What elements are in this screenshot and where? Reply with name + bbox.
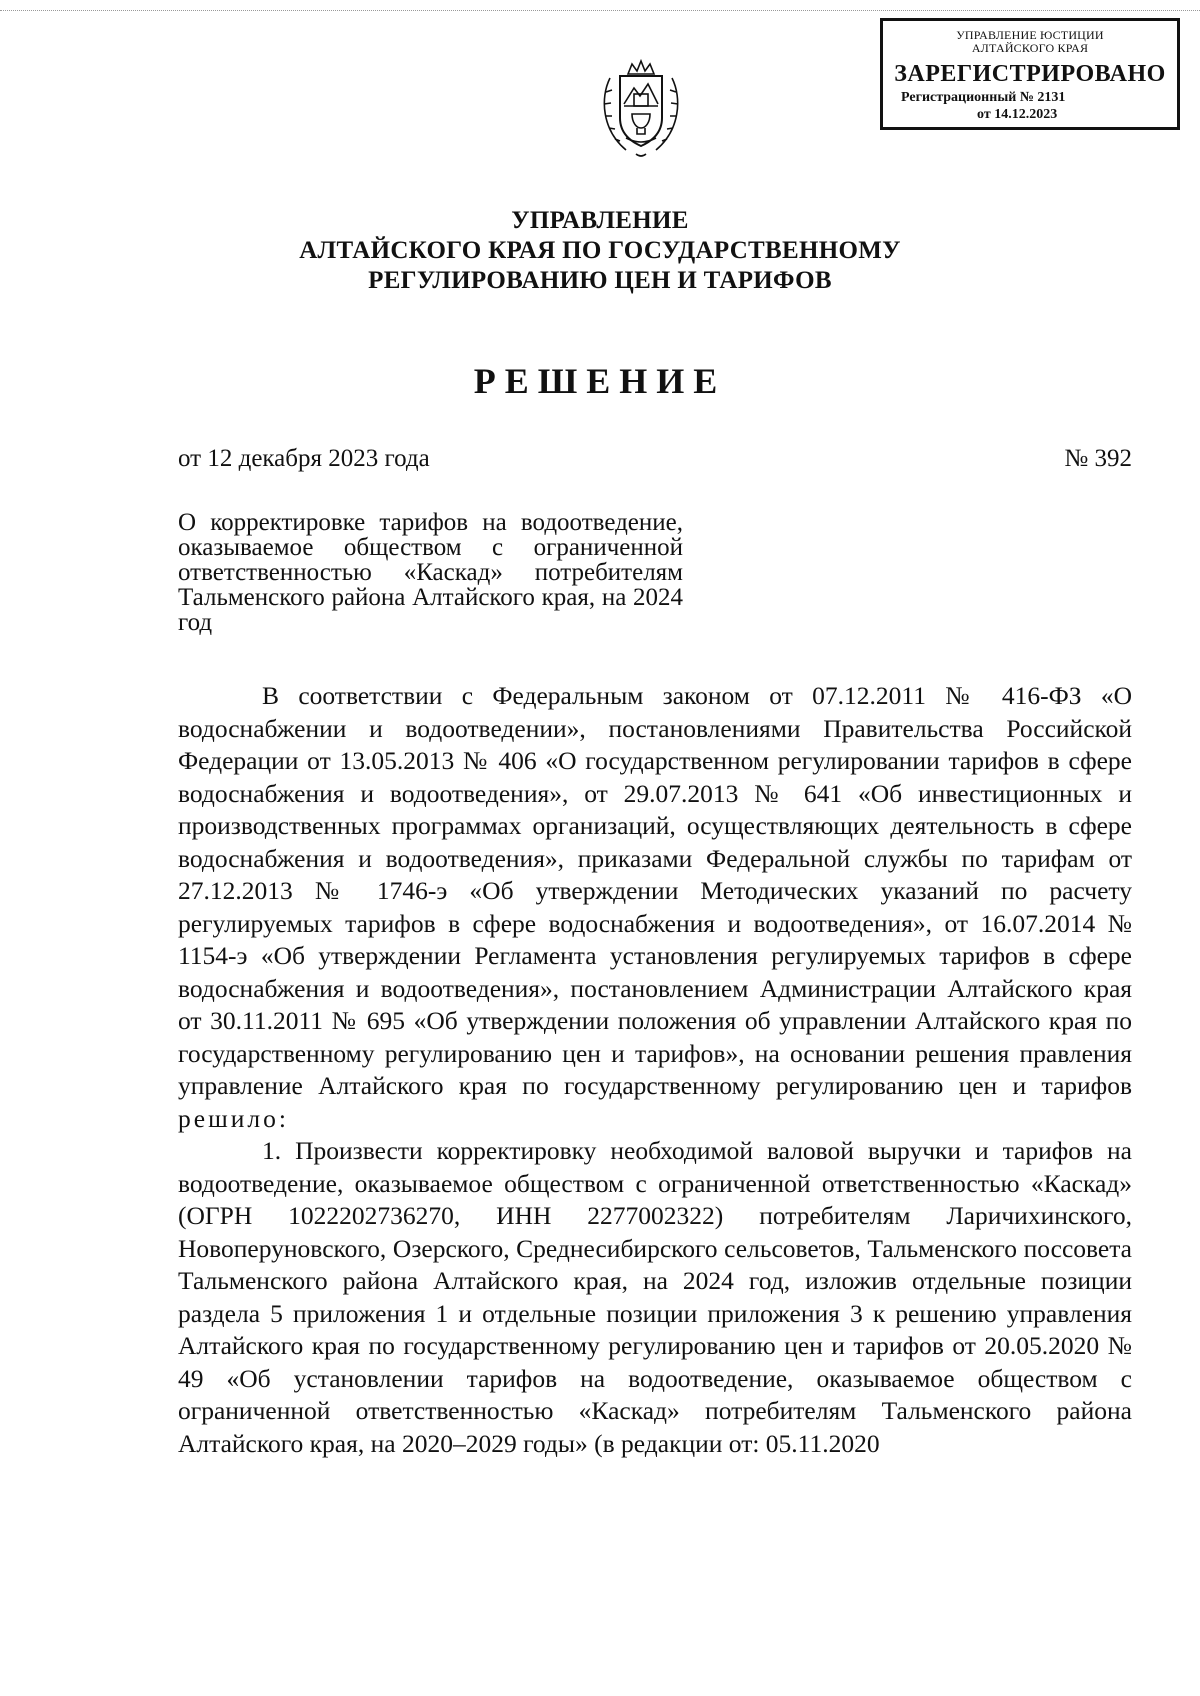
decided-punct: : <box>278 1103 286 1133</box>
altai-coat-of-arms-icon <box>596 58 686 160</box>
document-type-title: РЕШЕНИЕ <box>473 361 727 401</box>
document-number: № 392 <box>1064 445 1132 472</box>
document-body <box>178 680 1132 1460</box>
item-1-paragraph: 1. Произвести корректировку необходимой валовой выручки и тарифов на водоотведение, оказываемое обществом с ограниченной ответственностью «Каскад» (ОГРН 1022202736270, ИНН 2277002322) потребителям Ларичихинского, Новоперуновского, Озерского, Среднесибирского сельсоветов, Тальменского поссовета Тальменского района Алтайского края, на 2024 год, изложив отдельные позиции раздела 5 приложения 1 и отдельные позиции приложения 3 к решению управления Алтайского края по государственному регулированию цен и тарифов от 20.05.2020 № 49 «Об установлении тарифов на водоотведение, оказываемое обществом с ограниченной ответственностью «Каскад» потребителям Тальменского района Алтайского края, на 2020–2029 годы» (в редакции от: 05.11.2020 <box>178 1136 1132 1458</box>
authority-line1: УПРАВЛЕНИЕ <box>511 207 689 234</box>
decided-word: решило <box>178 1103 279 1133</box>
document-subject: О корректировке тарифов на водоотведение, оказываемое обществом с ограниченной ответственностью «Каскад» потребителям Тальменского района Алтайского края, на 2024 год <box>178 509 683 636</box>
stamp-org-line1: УПРАВЛЕНИЕ ЮСТИЦИИ <box>956 28 1104 42</box>
authority-line3: РЕГУЛИРОВАНИЮ ЦЕН И ТАРИФОВ <box>368 267 832 294</box>
preamble-paragraph <box>178 680 1132 1135</box>
preamble-text: В соответствии с Федеральным законом от 07.12.2011 № 416-ФЗ «О водоснабжении и водоотведении», постановлениями Правительства Российской Федерации от 13.05.2013 № 406 «О государственном регулировании тарифов в сфере водоснабжения и водоотведения», от 29.07.2013 № 641 «Об инвестиционных и производственных программах организаций, осуществляющих деятельность в сфере водоснабжения и водоотведения», приказами Федеральной службы по тарифам от 27.12.2013 № 1746-э «Об утверждении Методических указаний по расчету регулируемых тарифов в сфере водоснабжения и водоотведения», от 16.07.2014 № 1154-э «Об утверждении Регламента установления регулируемых тарифов в сфере водоснабжения и водоотведения», постановлением Администрации Алтайского края от 30.11.2011 № 695 «Об утверждении положения об управлении Алтайского края по государственному регулированию цен и тарифов», на основании решения правления управление Алтайского края по государственному регулированию цен и тарифов <box>178 681 1132 1100</box>
stamp-reg-number: Регистрационный № 2131 <box>901 90 1066 105</box>
document-date: от 12 декабря 2023 года <box>178 445 430 472</box>
issuing-authority <box>0 206 1200 296</box>
authority-line2: АЛТАЙСКОГО КРАЯ ПО ГОСУДАРСТВЕННОМУ <box>299 237 901 264</box>
stamp-reg-date: от 14.12.2023 <box>977 107 1058 122</box>
registration-stamp <box>880 18 1180 130</box>
stamp-status: ЗАРЕГИСТРИРОВАНО <box>894 61 1166 87</box>
scan-edge-line <box>0 10 1200 11</box>
stamp-org-line2: АЛТАЙСКОГО КРАЯ <box>971 41 1089 55</box>
